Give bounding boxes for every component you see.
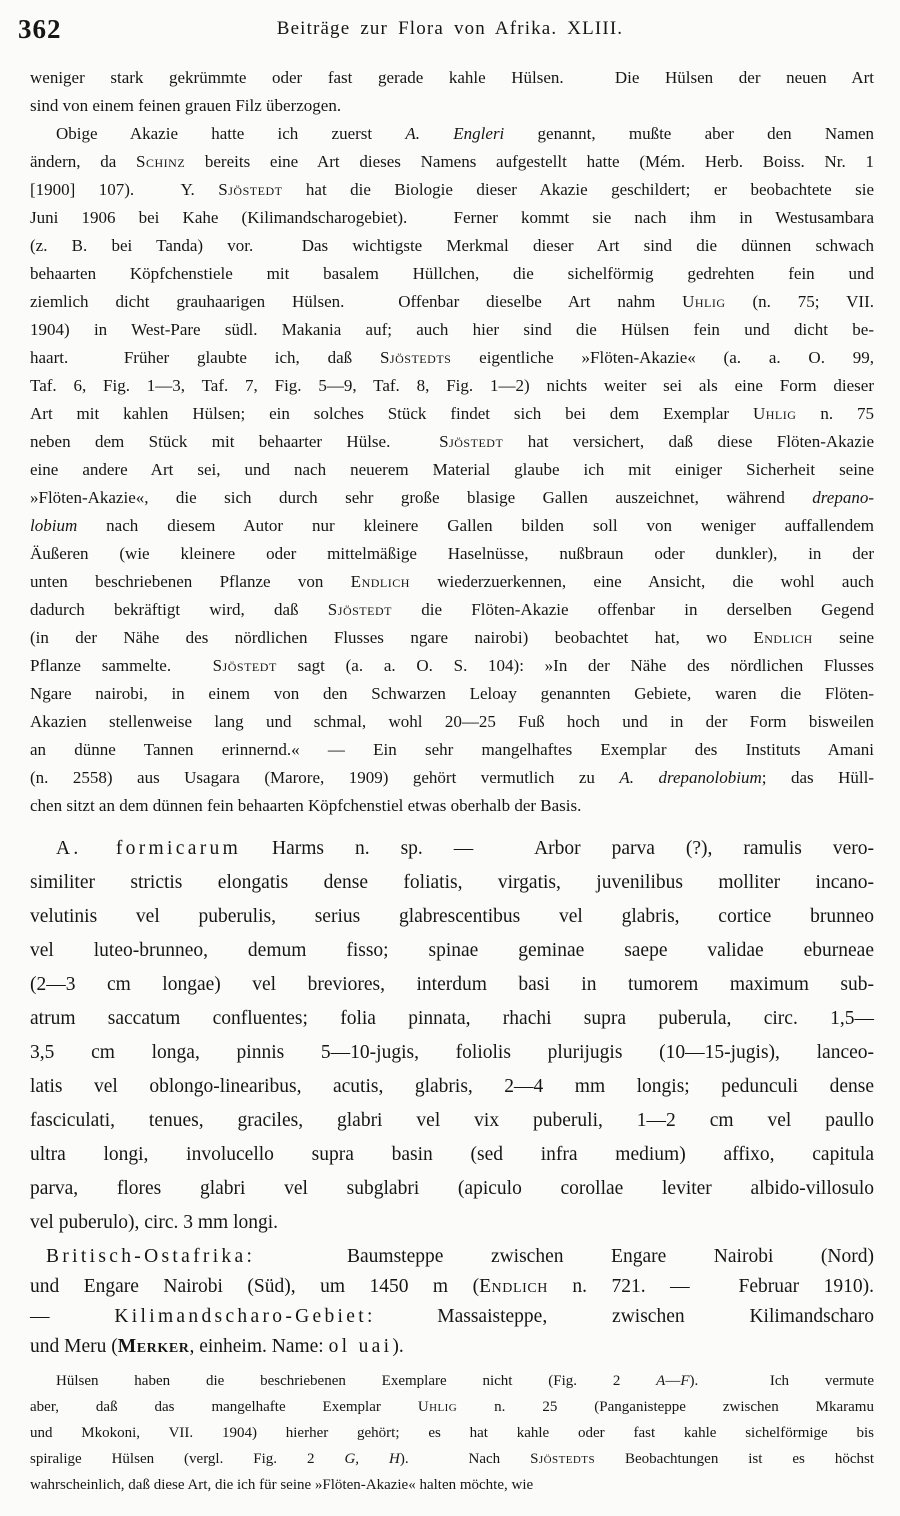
text-segment: fasciculati, tenues, graciles, glabri vel vix puberuli, 1—2 cm vel paullo xyxy=(30,1110,874,1131)
text-segment: ol uai xyxy=(328,1336,393,1357)
text-segment: nach diesem Autor nur kleinere Gallen bilden soll von weniger auffallendem xyxy=(77,516,874,535)
text-line xyxy=(30,736,874,764)
text-line xyxy=(30,288,874,316)
text-segment: aber, daß das mangelhafte Exemplar xyxy=(30,1399,418,1415)
text-segment: n. 721. — Februar 1910). xyxy=(547,1276,874,1297)
text-line xyxy=(30,1302,874,1332)
text-segment: dadurch bekräftigt wird, daß xyxy=(30,600,328,619)
text-segment: vel luteo-brunneo, demum fisso; spinae geminae saepe validae eburneae xyxy=(30,940,874,961)
text-segment: eine andere Art sei, und nach neuerem Material glaube ich mit einiger Sicherheit seine xyxy=(30,460,874,479)
text-line xyxy=(30,652,874,680)
text-segment: ändern, da xyxy=(30,152,136,171)
text-segment: (in der Nähe des nördlichen Flusses ngare nairobi) beobachtet hat, wo xyxy=(30,628,754,647)
text-line xyxy=(30,372,874,400)
page-number: 362 xyxy=(18,14,62,44)
text-segment: sagt (a. a. O. S. 104): »In der Nähe des nördlichen Flusses xyxy=(276,656,874,675)
text-line xyxy=(30,624,874,652)
text-segment: Uhlig xyxy=(417,1399,458,1415)
text-segment: lobium xyxy=(30,516,78,535)
text-line xyxy=(30,428,874,456)
text-segment: Akazien stellenweise lang und schmal, wohl 20—25 Fuß hoch und in der Form bisweilen xyxy=(30,712,874,731)
text-segment: — xyxy=(665,1373,681,1389)
paragraph xyxy=(30,1242,874,1362)
text-segment: ziemlich dicht grauhaarigen Hülsen. Offenbar dieselbe Art nahm xyxy=(30,292,683,311)
paragraph xyxy=(30,64,874,120)
text-line xyxy=(30,456,874,484)
text-segment: chen sitzt an dem dünnen fein behaarten Köpfchenstiel etwas oberhalb der Basis. xyxy=(30,796,582,815)
page-header xyxy=(0,8,900,54)
text-segment: Sjöstedt xyxy=(327,600,392,619)
text-segment: atrum saccatum confluentes; folia pinnata, rhachi supra puberula, circ. 1,5— xyxy=(30,1008,874,1029)
text-line xyxy=(30,540,874,568)
text-segment: seine xyxy=(812,628,874,647)
text-line xyxy=(30,176,874,204)
text-segment: Kilimandscharo-Gebiet xyxy=(114,1306,367,1327)
text-segment: Hülsen haben die beschriebenen Exemplare nicht (Fig. 2 xyxy=(56,1373,657,1389)
text-segment: unten beschriebenen Pflanze von xyxy=(30,572,351,591)
text-segment: Ngare nairobi, in einem von den Schwarzen Leloay genannten Gebiete, waren die Flöten- xyxy=(30,684,874,703)
text-segment: (2—3 cm longae) vel breviores, interdum basi in tumorem maximum sub- xyxy=(30,974,874,995)
text-segment: 1904) in West-Pare südl. Makania auf; auch hier sind die Hülsen fein und dicht be- xyxy=(30,320,874,339)
text-segment: und Meru ( xyxy=(30,1336,118,1357)
text-line xyxy=(30,968,874,1002)
text-segment: A xyxy=(656,1373,666,1389)
text-line xyxy=(30,1472,874,1498)
text-segment: Merker xyxy=(117,1336,190,1357)
paragraph xyxy=(30,1368,874,1498)
text-segment: Endlich xyxy=(479,1276,548,1297)
text-segment: similiter strictis elongatis dense foliatis, virgatis, juvenilibus molliter incano- xyxy=(30,872,874,893)
text-line xyxy=(30,148,874,176)
text-segment: parva, flores glabri vel subglabri (apiculo corollae leviter albido-villosulo xyxy=(30,1178,874,1199)
text-line xyxy=(30,512,874,540)
text-segment: Endlich xyxy=(753,628,813,647)
text-line xyxy=(30,316,874,344)
text-segment: F xyxy=(680,1373,690,1389)
text-line xyxy=(30,1206,874,1240)
text-segment: bereits eine Art dieses Namens aufgestellt hatte (Mém. Herb. Boiss. Nr. 1 xyxy=(185,152,874,171)
text-line xyxy=(30,204,874,232)
text-segment: : Baumsteppe zwischen Engare Nairobi (Nord) xyxy=(246,1246,874,1267)
text-segment: drepano- xyxy=(812,488,874,507)
text-segment: [1900] 107). Y. xyxy=(30,180,219,199)
text-segment: n. 25 (Panganisteppe zwischen Mkaramu xyxy=(457,1399,874,1415)
text-line xyxy=(30,484,874,512)
paragraph xyxy=(30,120,874,820)
text-segment: und Engare Nairobi (Süd), um 1450 m ( xyxy=(30,1276,480,1297)
text-segment: hat die Biologie dieser Akazie geschildert; er beobachtete sie xyxy=(282,180,874,199)
text-line xyxy=(30,260,874,288)
text-segment: behaarten Köpfchenstiele mit basalem Hüllchen, die sichelförmig gedrehten fein und xyxy=(30,264,874,283)
text-segment: (n. 75; VII. xyxy=(725,292,874,311)
text-segment: Uhlig xyxy=(682,292,726,311)
text-segment: Taf. 6, Fig. 1—3, Taf. 7, Fig. 5—9, Taf. 8, Fig. 1—2) nichts weiter sei als eine Form dieser xyxy=(30,376,874,395)
text-line xyxy=(30,1332,874,1362)
text-segment: und Mkokoni, VII. 1904) hierher gehört; es hat kahle oder fast kahle sichelförmige bis xyxy=(30,1425,874,1441)
text-line xyxy=(30,708,874,736)
text-segment: 3,5 cm longa, pinnis 5—10-jugis, foliolis plurijugis (10—15-jugis), lanceo- xyxy=(30,1042,874,1063)
text-segment: ). Nach xyxy=(399,1451,531,1467)
text-segment: Endlich xyxy=(350,572,410,591)
text-line xyxy=(30,344,874,372)
text-segment: genannt, mußte aber den Namen xyxy=(504,124,874,143)
text-segment: Obige Akazie hatte ich zuerst xyxy=(56,124,406,143)
text-segment: Sjöstedt xyxy=(218,180,283,199)
text-segment: an dünne Tannen erinnernd.« — Ein sehr mangelhaftes Exemplar des Instituts Amani xyxy=(30,740,874,759)
text-line xyxy=(30,1002,874,1036)
text-line xyxy=(30,568,874,596)
text-line xyxy=(30,680,874,708)
text-segment: haart. Früher glaubte ich, daß xyxy=(30,348,380,367)
text-segment: Uhlig xyxy=(752,404,797,423)
text-segment: Sjöstedts xyxy=(379,348,452,367)
text-segment: latis vel oblongo-linearibus, acutis, glabris, 2—4 mm longis; pedunculi dense xyxy=(30,1076,874,1097)
text-line xyxy=(30,1036,874,1070)
running-title: Beiträge zur Flora von Afrika. XLIII. xyxy=(276,18,624,39)
text-segment: (n. 2558) aus Usagara (Marore, 1909) gehört vermutlich zu xyxy=(30,768,620,787)
text-segment: weniger stark gekrümmte oder fast gerade kahle Hülsen. Die Hülsen der neuen Art xyxy=(30,68,874,87)
text-line xyxy=(30,120,874,148)
text-segment: Schinz xyxy=(135,152,186,171)
text-segment: (z. B. bei Tanda) vor. Das wichtigste Merkmal dieser Art sind die dünnen schwach xyxy=(30,236,874,255)
text-line xyxy=(30,400,874,428)
text-line xyxy=(30,1272,874,1302)
text-line xyxy=(30,1070,874,1104)
text-line xyxy=(30,1242,874,1272)
text-segment: Art mit kahlen Hülsen; ein solches Stück findet sich bei dem Exemplar xyxy=(30,404,753,423)
text-line xyxy=(30,832,874,866)
text-segment: Sjöstedt xyxy=(212,656,277,675)
text-body xyxy=(30,64,874,1498)
text-segment: — xyxy=(30,1306,115,1327)
text-segment: Pflanze sammelte. xyxy=(30,656,213,675)
text-segment: vel puberulo), circ. 3 mm longi. xyxy=(30,1212,279,1233)
text-segment: A. drepanolobium xyxy=(619,768,762,787)
text-segment: eigentliche »Flöten-Akazie« (a. a. O. 99, xyxy=(451,348,874,367)
text-line xyxy=(30,1420,874,1446)
text-segment: hat versichert, daß diese Flöten-Akazie xyxy=(503,432,875,451)
text-line xyxy=(30,232,874,260)
text-segment: , einheim. Name: xyxy=(189,1336,329,1357)
text-line xyxy=(30,934,874,968)
text-segment: ). xyxy=(392,1336,404,1357)
text-line xyxy=(30,92,874,120)
text-segment: A. Engleri xyxy=(405,124,505,143)
text-segment: n. 75 xyxy=(796,404,874,423)
text-segment: Äußeren (wie kleinere oder mittelmäßige Haselnüsse, nußbraun oder dunkler), in der xyxy=(30,544,874,563)
text-segment: ; das Hüll- xyxy=(761,768,874,787)
text-line xyxy=(30,64,874,92)
text-segment: sind von einem feinen grauen Filz überzogen. xyxy=(30,96,342,115)
text-segment: Sjöstedts xyxy=(530,1451,596,1467)
text-segment: spiralige Hülsen (vergl. Fig. 2 xyxy=(30,1451,345,1467)
text-segment: Sjöstedt xyxy=(439,432,504,451)
text-segment: ultra longi, involucello supra basin (sed infra medium) affixo, capitula xyxy=(30,1144,874,1165)
text-line xyxy=(30,1446,874,1472)
text-segment: A. formicarum xyxy=(56,838,242,859)
paragraph xyxy=(30,832,874,1240)
text-segment: G, H xyxy=(344,1451,400,1467)
text-line xyxy=(30,900,874,934)
text-segment: Harms n. sp. — Arbor parva (?), ramulis vero- xyxy=(241,838,874,859)
text-segment: neben dem Stück mit behaarter Hülse. xyxy=(30,432,440,451)
text-segment: Juni 1906 bei Kahe (Kilimandscharogebiet). Ferner kommt sie nach ihm in Westusambara xyxy=(30,208,874,227)
text-segment: die Flöten-Akazie offenbar in derselben Gegend xyxy=(392,600,874,619)
text-segment: Britisch-Ostafrika xyxy=(46,1246,247,1267)
text-segment: ). Ich vermute xyxy=(689,1373,875,1389)
text-segment: Beobachtungen ist es höchst xyxy=(595,1451,874,1467)
text-line xyxy=(30,764,874,792)
text-line xyxy=(30,1172,874,1206)
text-line xyxy=(30,792,874,820)
text-segment: : Massaisteppe, zwischen Kilimandscharo xyxy=(367,1306,874,1327)
text-line xyxy=(30,866,874,900)
text-line xyxy=(30,1138,874,1172)
text-line xyxy=(30,1394,874,1420)
text-segment: wahrscheinlich, daß diese Art, die ich für seine »Flöten-Akazie« halten möchte, wie xyxy=(30,1477,534,1493)
text-line xyxy=(30,596,874,624)
text-segment: »Flöten-Akazie«, die sich durch sehr große blasige Gallen auszeichnet, während xyxy=(30,488,813,507)
text-segment: wiederzuerkennen, eine Ansicht, die wohl auch xyxy=(409,572,874,591)
text-segment: velutinis vel puberulis, serius glabrescentibus vel glabris, cortice brunneo xyxy=(30,906,874,927)
text-line xyxy=(30,1368,874,1394)
text-line xyxy=(30,1104,874,1138)
